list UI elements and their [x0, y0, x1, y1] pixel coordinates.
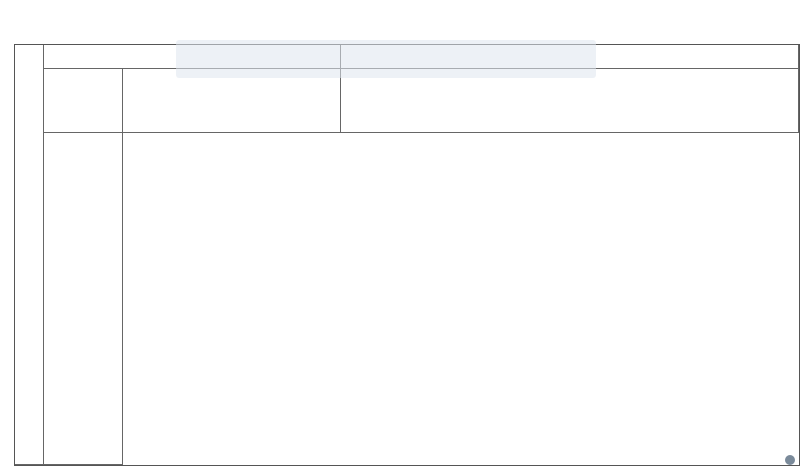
synt-title-cell	[44, 69, 123, 133]
sem-title-cell	[44, 133, 123, 465]
conjunction-table	[14, 44, 800, 466]
synt-examples	[341, 69, 799, 133]
clip2net-logo	[785, 454, 797, 466]
side-label	[15, 45, 44, 465]
synt-conj	[123, 69, 341, 133]
watermark	[176, 40, 596, 78]
